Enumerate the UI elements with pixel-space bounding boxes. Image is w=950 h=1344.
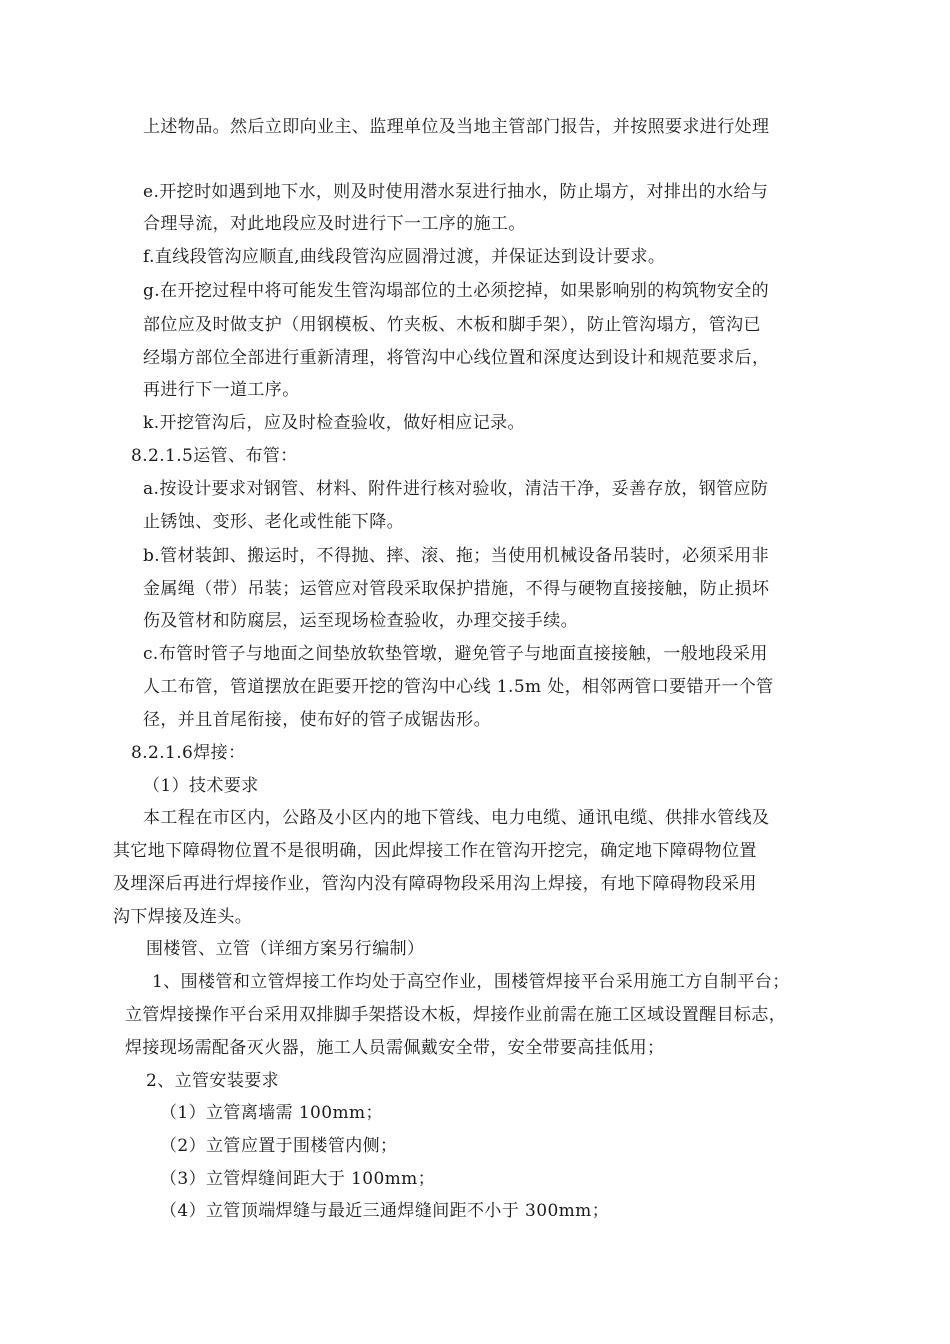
list-item: （1）立管离墙需 100mm； bbox=[160, 1103, 383, 1123]
text-line: k.开挖管沟后，应及时检查验收，做好相应记录。 bbox=[143, 413, 525, 433]
text-line: g.在开挖过程中将可能发生管沟塌部位的土必须挖掉，如果影响别的构筑物安全的 bbox=[143, 281, 770, 301]
section-heading: 8.2.1.6焊接： bbox=[131, 743, 246, 763]
text-line: e.开挖时如遇到地下水，则及时使用潜水泵进行抽水，防止塌方，对排出的水给与 bbox=[143, 182, 769, 202]
text-line: c.布管时管子与地面之间垫放软垫管墩，避免管子与地面直接接触，一般地段采用 bbox=[143, 644, 768, 664]
subsection-heading: 围楼管、立管（详细方案另行编制） bbox=[146, 939, 425, 959]
text-line: 伤及管材和防腐层，运至现场检查验收，办理交接手续。 bbox=[143, 611, 578, 631]
section-heading: 8.2.1.5运管、布管： bbox=[131, 446, 298, 466]
text-line: 本工程在市区内，公路及小区内的地下管线、电力电缆、通讯电缆、供排水管线及 bbox=[143, 808, 770, 828]
subsection-heading: 2、立管安装要求 bbox=[146, 1071, 280, 1091]
text-line: 径，并且首尾衔接，使布好的管子成锯齿形。 bbox=[143, 710, 491, 730]
text-line: 焊接现场需配备灭火器，施工人员需佩戴安全带，安全带要高挂低用； bbox=[125, 1038, 665, 1058]
text-line: 止锈蚀、变形、老化或性能下降。 bbox=[143, 512, 404, 532]
text-line: 经塌方部位全部进行重新清理，将管沟中心线位置和深度达到设计和规范要求后， bbox=[143, 348, 770, 368]
text-line: 沟下焊接及连头。 bbox=[113, 907, 253, 927]
text-line: b.管材装卸、搬运时，不得抛、摔、滚、拖；当使用机械设备吊装时，必须采用非 bbox=[143, 546, 770, 566]
text-line: 人工布管，管道摆放在距要开挖的管沟中心线 1.5m 处，相邻两管口要错开一个管 bbox=[143, 677, 774, 697]
text-line: 立管焊接操作平台采用双排脚手架搭设木板，焊接作业前需在施工区域设置醒目标志， bbox=[125, 1005, 787, 1025]
list-item: （4）立管顶端焊缝与最近三通焊缝间距不小于 300mm； bbox=[160, 1201, 610, 1221]
list-item: （3）立管焊缝间距大于 100mm； bbox=[160, 1169, 436, 1189]
text-line: 再进行下一道工序。 bbox=[143, 380, 300, 400]
text-line: 合理导流，对此地段应及时进行下一工序的施工。 bbox=[143, 214, 526, 234]
text-line: 金属绳（带）吊装；运管应对管段采取保护措施，不得与硬物直接接触，防止损坏 bbox=[143, 579, 770, 599]
text-line: 上述物品。然后立即向业主、监理单位及当地主管部门报告，并按照要求进行处理 bbox=[143, 117, 770, 137]
text-line: 其它地下障碍物位置不是很明确，因此焊接工作在管沟开挖完，确定地下障碍物位置 bbox=[113, 841, 757, 861]
text-line: 1、围楼管和立管焊接工作均处于高空作业，围楼管焊接平台采用施工方自制平台； bbox=[152, 972, 790, 992]
list-item: （2）立管应置于围楼管内侧； bbox=[160, 1136, 398, 1156]
subsection-heading: （1）技术要求 bbox=[143, 776, 259, 796]
text-line: a.按设计要求对钢管、材料、附件进行核对验收，清洁干净，妥善存放，钢管应防 bbox=[143, 479, 769, 499]
text-line: f.直线段管沟应顺直,曲线段管沟应圆滑过渡，并保证达到设计要求。 bbox=[143, 247, 666, 267]
text-line: 及埋深后再进行焊接作业，管沟内没有障碍物段采用沟上焊接，有地下障碍物段采用 bbox=[113, 874, 757, 894]
text-line: 部位应及时做支护（用钢模板、竹夹板、木板和脚手架），防止管沟塌方，管沟已 bbox=[143, 315, 761, 335]
